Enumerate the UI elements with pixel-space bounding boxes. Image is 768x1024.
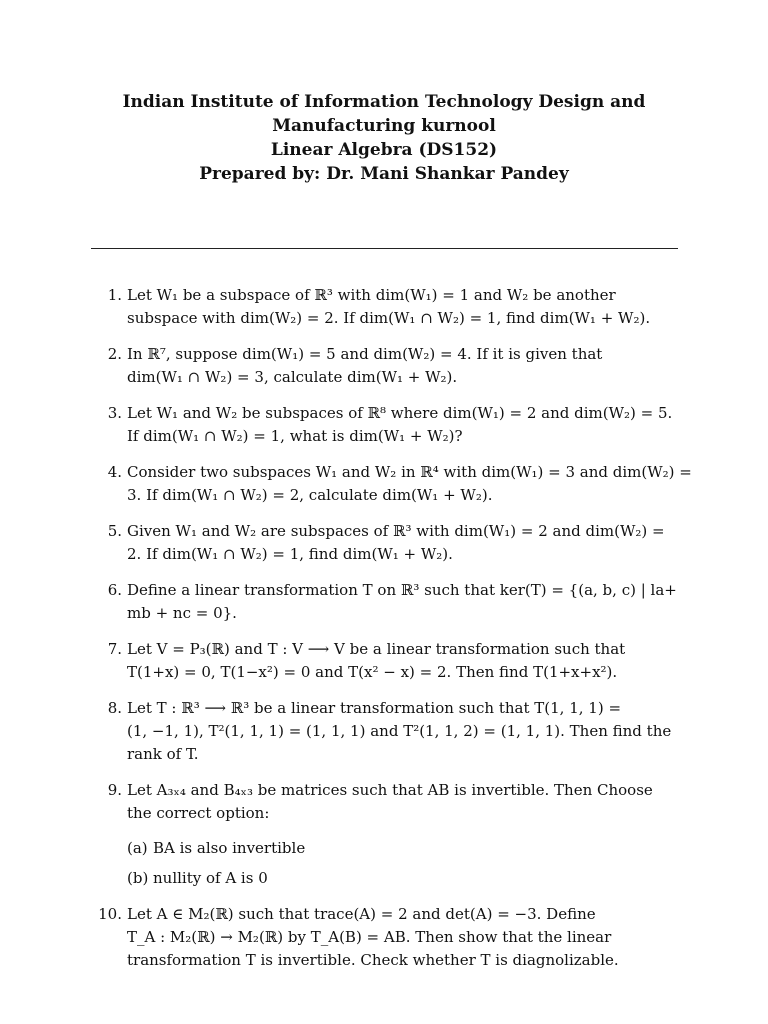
problem-line: 2. If dim(W₁ ∩ W₂) = 1, find dim(W₁ + W₂). [127, 545, 453, 563]
problem-number: 5. [107, 522, 122, 540]
problem-line: mb + nc = 0}. [127, 604, 237, 622]
problem-text [127, 520, 678, 566]
problem-4 [0, 461, 768, 507]
problem-line: Define a linear transformation T on ℝ³ such that ker(T) = {(a, b, c) | la+ [127, 581, 677, 599]
problem-number: 6. [107, 581, 122, 599]
problem-line: subspace with dim(W₂) = 2. If dim(W₁ ∩ W₂) = 1, find dim(W₁ + W₂). [127, 309, 651, 327]
problem-line: Let W₁ and W₂ be subspaces of ℝ⁸ where dim(W₁) = 2 and dim(W₂) = 5. [127, 404, 673, 422]
problem-line: If dim(W₁ ∩ W₂) = 1, what is dim(W₁ + W₂)? [127, 427, 463, 445]
problem-line: Given W₁ and W₂ are subspaces of ℝ³ with dim(W₁) = 2 and dim(W₂) = [127, 522, 665, 540]
option-text: nullity of A is 0 [153, 869, 268, 887]
option-label: (b) [127, 869, 149, 887]
problem-line: Let A ∈ M₂(ℝ) such that trace(A) = 2 and det(A) = −3. Define [127, 905, 596, 923]
problem-5 [0, 520, 768, 566]
problem-8 [0, 697, 768, 766]
problem-line: the correct option: [127, 804, 270, 822]
problem-line: Let A₃ₓ₄ and B₄ₓ₃ be matrices such that AB is invertible. Then Choose [127, 781, 653, 799]
problem-line: Consider two subspaces W₁ and W₂ in ℝ⁴ with dim(W₁) = 3 and dim(W₂) = [127, 463, 692, 481]
problem-7 [0, 638, 768, 684]
problem-6 [0, 579, 768, 625]
option-a [127, 837, 768, 860]
author-line: Prepared by: Dr. Mani Shankar Pandey [199, 164, 569, 184]
document-header [0, 90, 768, 186]
problem-line: T_A : M₂(ℝ) → M₂(ℝ) by T_A(B) = AB. Then show that the linear [127, 928, 612, 946]
problem-9 [0, 779, 768, 890]
problem-3 [0, 402, 768, 448]
course-title: Linear Algebra (DS152) [270, 140, 498, 160]
option-list [127, 837, 768, 890]
problem-number: 7. [107, 640, 122, 658]
problem-line: rank of T. [127, 745, 199, 763]
problem-text [127, 343, 678, 389]
problem-number: 4. [107, 463, 122, 481]
problem-line: Let W₁ be a subspace of ℝ³ with dim(W₁) = 1 and W₂ be another [127, 286, 616, 304]
problem-10 [0, 903, 768, 972]
problem-number: 10. [98, 905, 122, 923]
problem-text [127, 579, 678, 625]
problem-text [127, 461, 692, 507]
problem-text [127, 638, 678, 684]
problem-line: In ℝ⁷, suppose dim(W₁) = 5 and dim(W₂) = 4. If it is given that [127, 345, 603, 363]
problem-number: 2. [107, 345, 122, 363]
problem-line: 3. If dim(W₁ ∩ W₂) = 2, calculate dim(W₁ + W₂). [127, 486, 493, 504]
problem-number: 8. [107, 699, 122, 717]
problem-number: 3. [107, 404, 122, 422]
problem-number: 9. [107, 781, 122, 799]
problem-line: dim(W₁ ∩ W₂) = 3, calculate dim(W₁ + W₂). [127, 368, 458, 386]
problem-text [127, 779, 678, 825]
option-text: BA is also invertible [153, 839, 306, 857]
problem-line: Let V = P₃(ℝ) and T : V ⟶ V be a linear transformation such that [127, 640, 626, 658]
problem-line: T(1+x) = 0, T(1−x²) = 0 and T(x² − x) = 2. Then find T(1+x+x²). [127, 663, 618, 681]
problem-line: Let T : ℝ³ ⟶ ℝ³ be a linear transformation such that T(1, 1, 1) = [127, 699, 622, 717]
problem-number: 1. [107, 286, 122, 304]
institute-name-line2: Manufacturing kurnool [272, 116, 496, 136]
option-b [127, 867, 768, 890]
horizontal-rule [91, 248, 678, 249]
institute-name-line1: Indian Institute of Information Technology Design and [122, 92, 646, 112]
problem-text [127, 402, 678, 448]
problem-text [127, 697, 678, 766]
problem-text [127, 903, 678, 972]
problem-text [127, 284, 678, 330]
option-label: (a) [127, 839, 148, 857]
problem-2 [0, 343, 768, 389]
problem-list [0, 284, 768, 985]
problem-line: (1, −1, 1), T²(1, 1, 1) = (1, 1, 1) and T²(1, 1, 2) = (1, 1, 1). Then find the [127, 722, 672, 740]
problem-1 [0, 284, 768, 330]
problem-line: transformation T is invertible. Check whether T is diagnolizable. [127, 951, 619, 969]
